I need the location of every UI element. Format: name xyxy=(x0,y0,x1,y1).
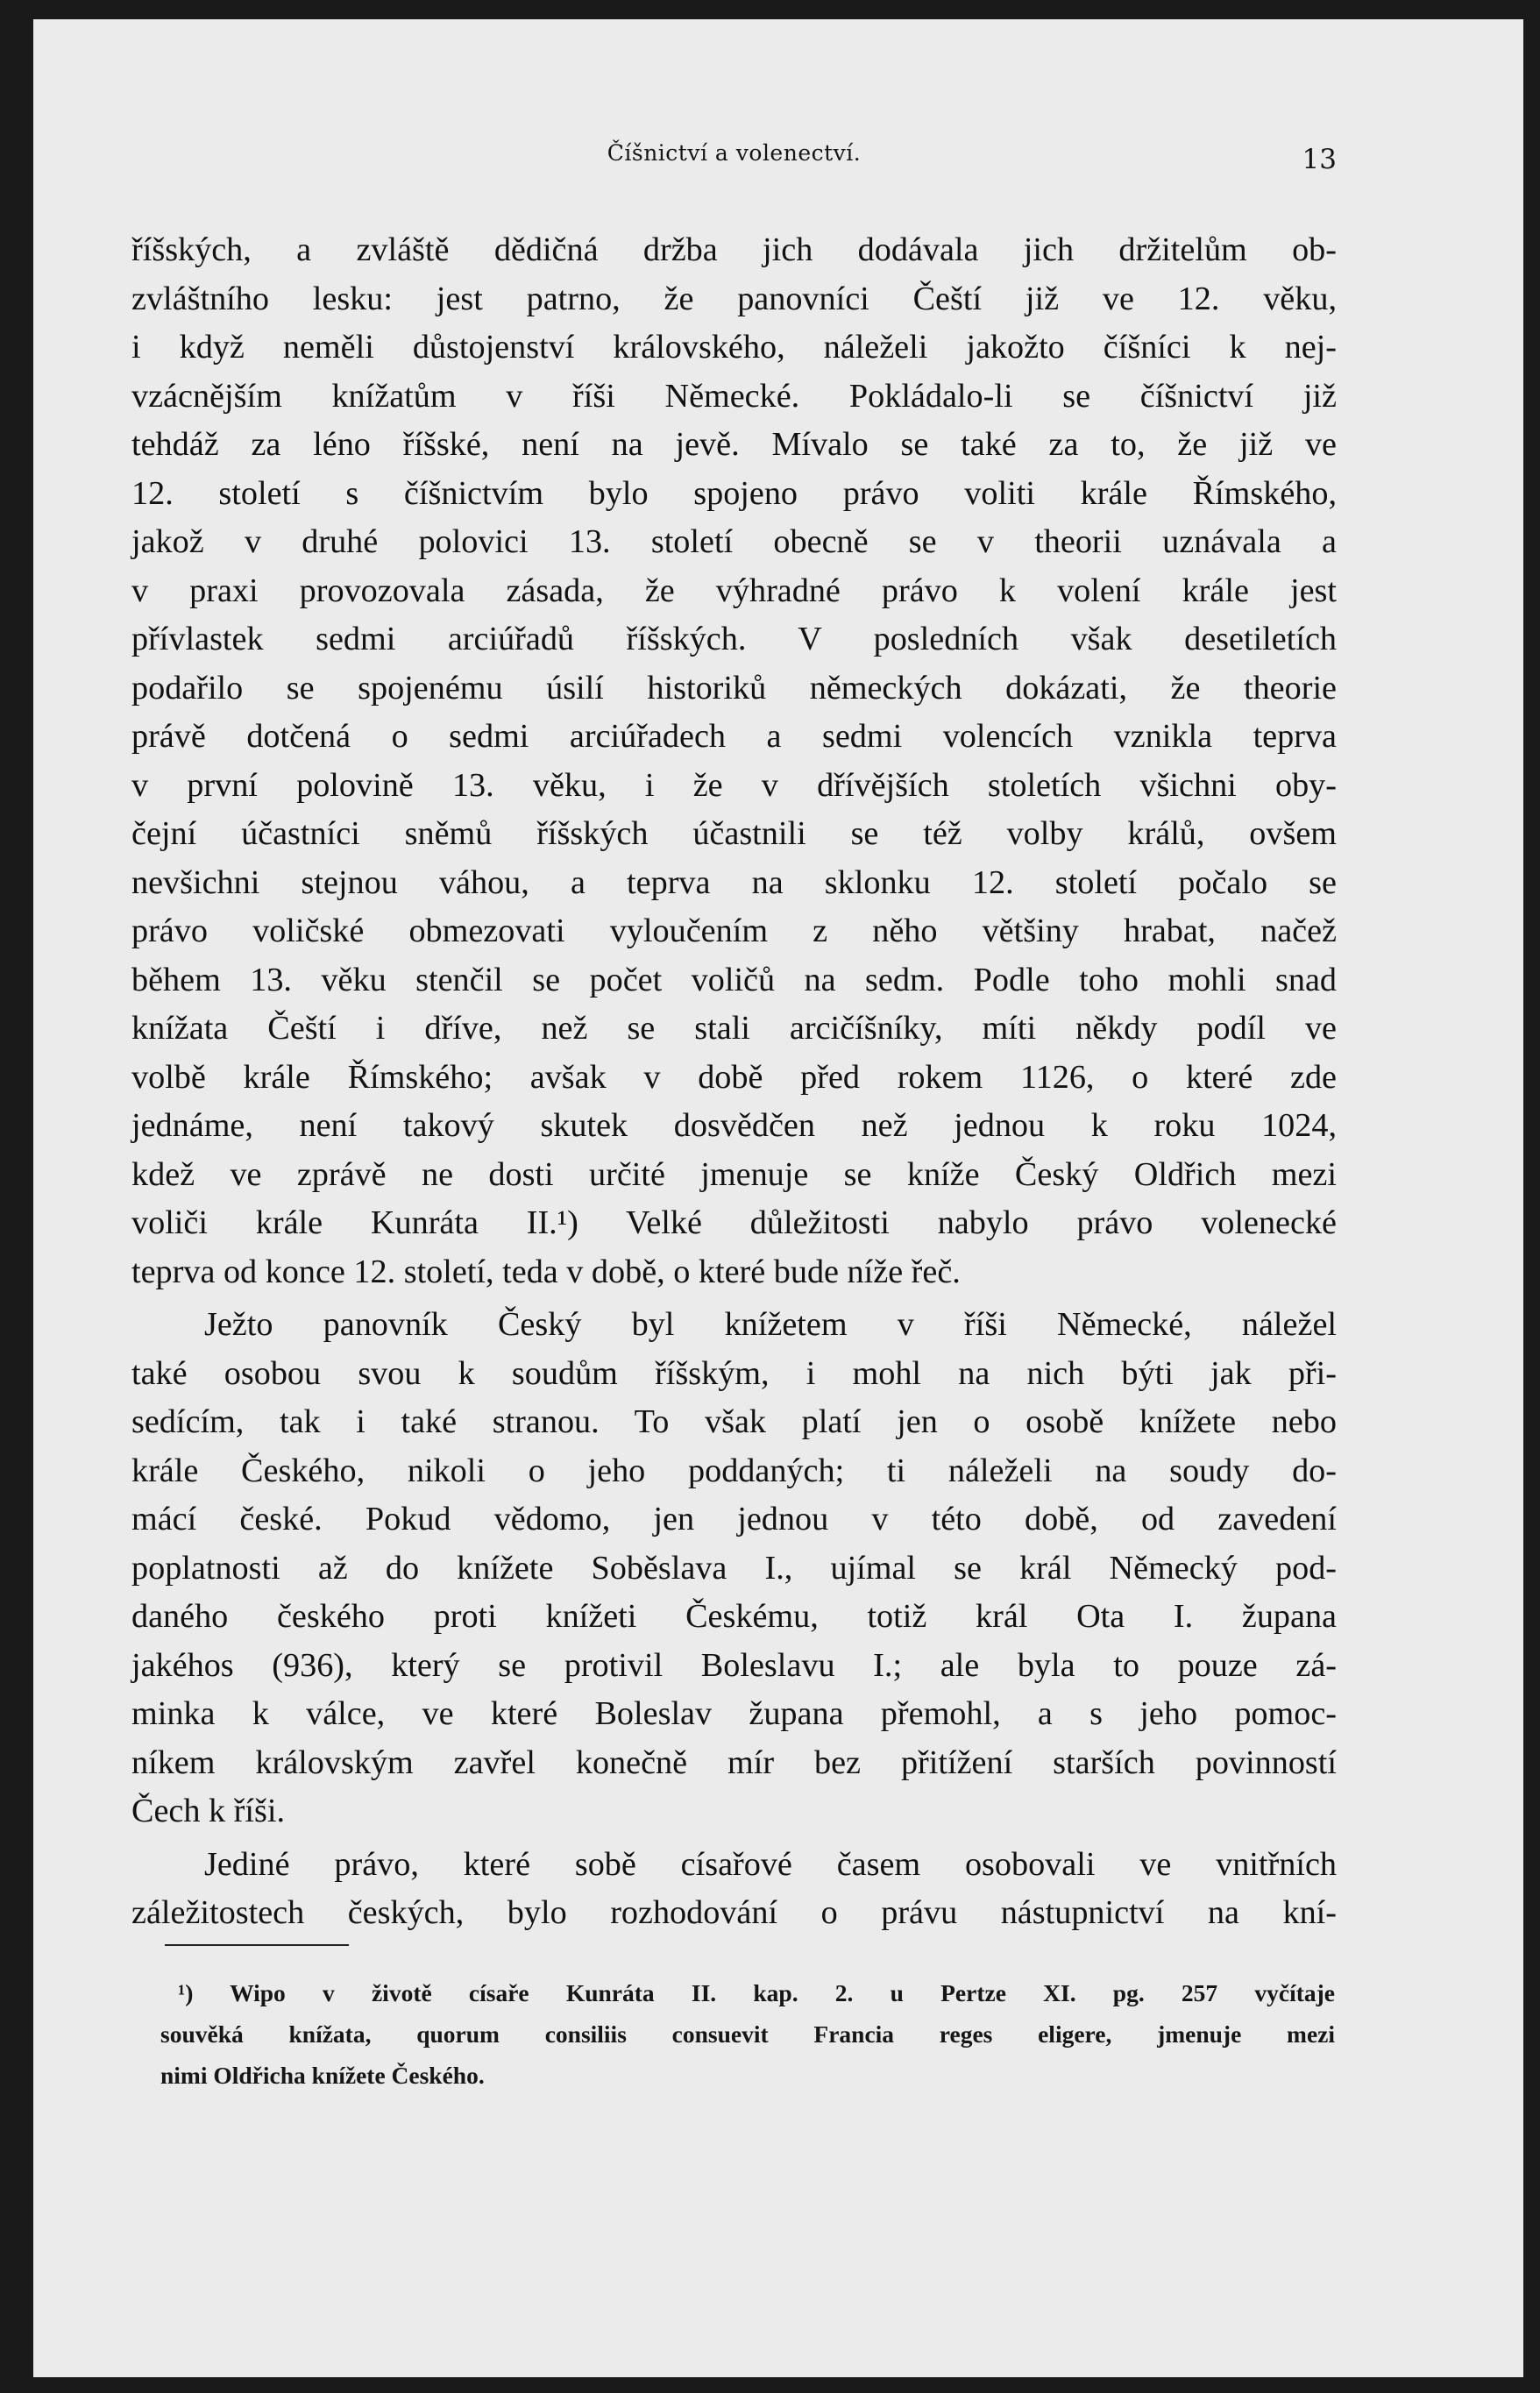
page-number: 13 xyxy=(1302,144,1337,175)
text-line: přívlastek sedmi arciúřadů říšských. V posledních však desetiletích xyxy=(131,621,1337,657)
text-line: voliči krále Kunráta II.¹) Velké důležitosti nabylo právo volenecké xyxy=(131,1204,1337,1241)
text-line: daného českého proti knížeti Českému, totiž král Ota I. župana xyxy=(131,1598,1337,1635)
text-line: mácí české. Pokud vědomo, jen jednou v této době, od zavedení xyxy=(131,1501,1337,1537)
text-line: i když neměli důstojenství královského, náleželi jakožto číšníci k nej- xyxy=(131,329,1337,366)
text-line: kdež ve zprávě ne dosti určité jmenuje se kníže Český Oldřich mezi xyxy=(131,1155,1337,1193)
text-line: poplatnosti až do knížete Soběslava I., ujímal se král Německý pod- xyxy=(131,1549,1337,1587)
text-line: záležitostech českých, bylo rozhodování o právu nástupnictví na kní- xyxy=(131,1894,1337,1931)
text-line: zvláštního lesku: jest patrno, že panovníci Čeští již ve 12. věku, xyxy=(131,280,1337,317)
text-line: v první polovině 13. věku, i že v dřívějších stoletích všichni oby- xyxy=(131,766,1337,804)
text-line: 12. století s číšnictvím bylo spojeno právo voliti krále Římského, xyxy=(131,474,1337,512)
running-head: Číšnictví a volenectví. xyxy=(607,140,862,166)
text-line: tehdáž za léno říšské, není na jevě. Mívalo se také za to, že již ve xyxy=(131,426,1337,463)
text-line: sedícím, tak i také stranou. To však platí jen o osobě knížete nebo xyxy=(131,1403,1337,1440)
main-text xyxy=(131,226,1337,1942)
text-line: jednáme, není takový skutek dosvědčen než jednou k roku 1024, xyxy=(131,1107,1337,1144)
footnote-line: nimi Oldřicha knížete Českého. xyxy=(160,2062,485,2089)
paragraph-2 xyxy=(131,1301,1337,1836)
paragraph-3 xyxy=(131,1841,1337,1938)
text-line: právě dotčená o sedmi arciúřadech a sedmi volencích vznikla teprva xyxy=(131,718,1337,755)
text-line: minka k válce, ve které Boleslav župana přemohl, a s jeho pomoc- xyxy=(131,1695,1337,1732)
text-line: také osobou svou k soudům říšským, i mohl na nich býti jak při- xyxy=(131,1354,1337,1392)
text-line: během 13. věku stenčil se počet voličů na sedm. Podle toho mohli snad xyxy=(131,961,1337,998)
paragraph-1 xyxy=(131,226,1337,1296)
text-line: teprva od konce 12. století, teda v době, o které bude níže řeč. xyxy=(131,1253,961,1290)
text-line: Ježto panovník Český byl knížetem v říši Německé, náležel xyxy=(204,1306,1337,1343)
text-line: vzácnějším knížatům v říši Německé. Pokládalo-li se číšnictví již xyxy=(131,377,1337,415)
text-line: nevšichni stejnou váhou, a teprva na sklonku 12. století počalo se xyxy=(131,863,1337,901)
text-line: Jediné právo, které sobě císařové časem osobovali ve vnitřních xyxy=(204,1845,1337,1883)
text-line: říšských, a zvláště dědičná držba jich dodávala jich držitelům ob- xyxy=(131,231,1337,268)
text-line: knížata Čeští i dříve, než se stali arcičíšníky, míti někdy podíl ve xyxy=(131,1010,1337,1047)
text-line: v praxi provozovala zásada, že výhradné právo k volení krále jest xyxy=(131,572,1337,609)
text-line: právo voličské obmezovati vyloučením z něho většiny hrabat, načež xyxy=(131,912,1337,949)
text-line: jakož v druhé polovici 13. století obecně se v theorii uznávala a xyxy=(131,523,1337,560)
text-line: čejní účastníci sněmů říšských účastnili se též volby králů, ovšem xyxy=(131,815,1337,852)
text-line: níkem královským zavřel konečně mír bez přitížení starších povinností xyxy=(131,1743,1337,1781)
text-line: krále Českého, nikoli o jeho poddaných; ti náleželi na soudy do- xyxy=(131,1452,1337,1489)
footnote-line: souvěká knížata, quorum consiliis consuevit Francia reges eligere, jmenuje mezi xyxy=(160,2020,1335,2048)
footnote-line: ¹) Wipo v životě císaře Kunráta II. kap. 2. u Pertze XI. pg. 257 vyčítaje xyxy=(178,1979,1335,2006)
footnote-divider xyxy=(165,1944,349,1946)
page-header xyxy=(131,140,1337,193)
text-line: jakéhos (936), který se protivil Boleslavu I.; ale byla to pouze zá- xyxy=(131,1646,1337,1684)
text-line: volbě krále Římského; avšak v době před rokem 1126, o které zde xyxy=(131,1058,1337,1096)
text-line: podařilo se spojenému úsilí historiků německých dokázati, že theorie xyxy=(131,669,1337,707)
text-line: Čech k říši. xyxy=(131,1793,285,1829)
footnote xyxy=(160,1972,1335,2096)
